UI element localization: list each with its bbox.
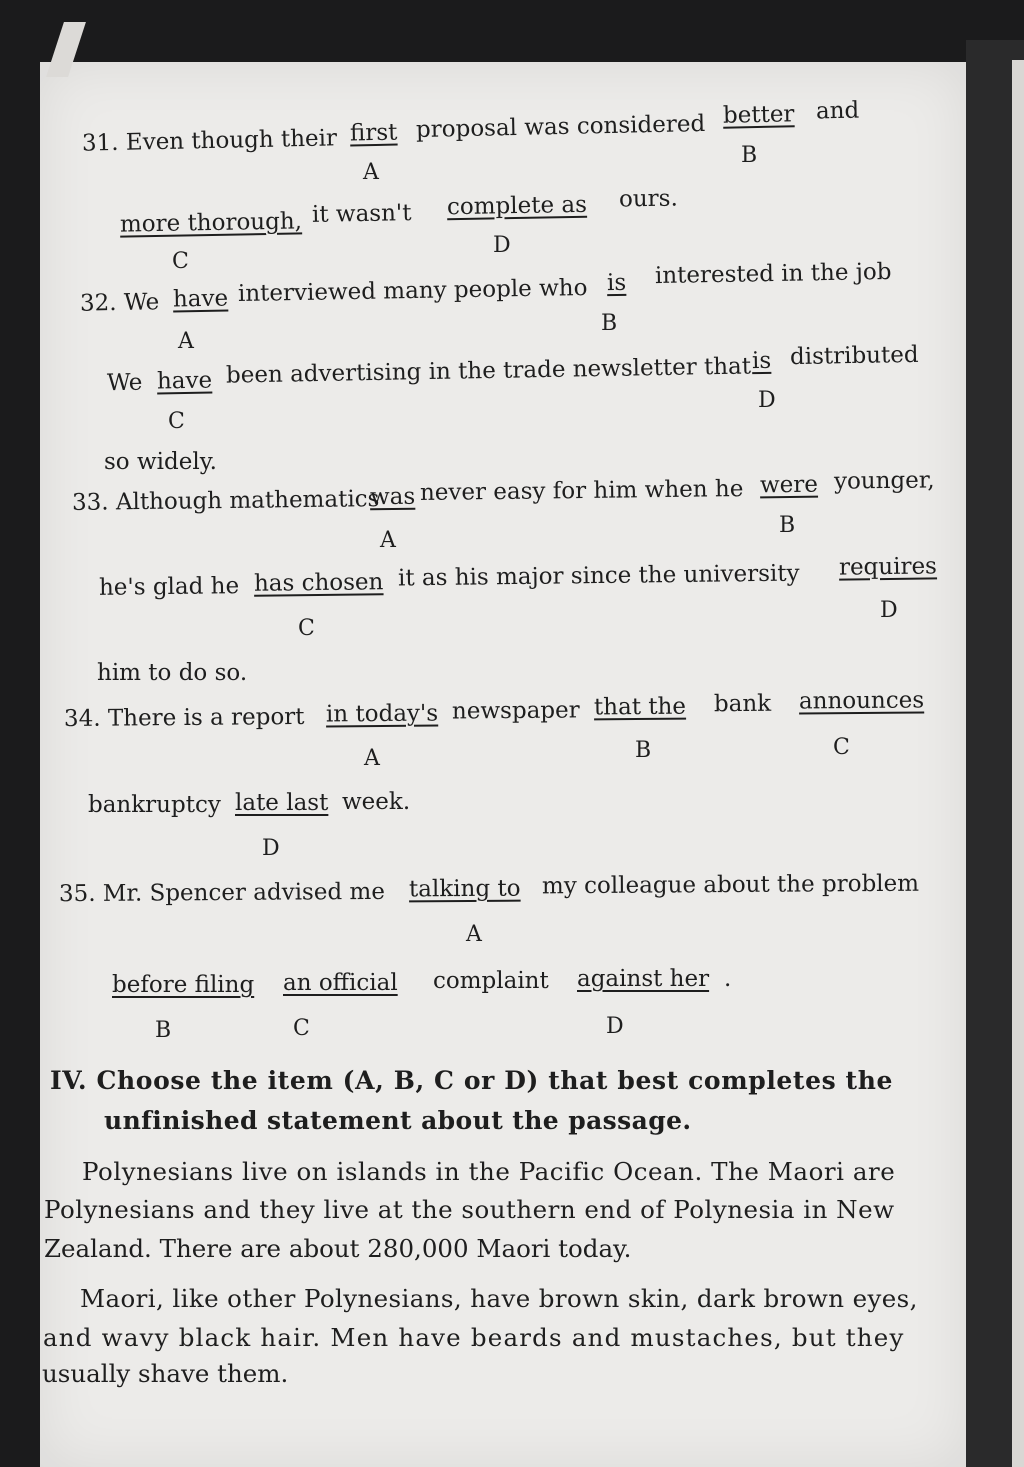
q35-label-d: D <box>606 1014 624 1039</box>
q32-option-a-text: have <box>172 285 229 313</box>
q34-label-a: A <box>364 746 380 771</box>
q34-option-b-text: that the <box>593 693 687 721</box>
passage-line: Polynesians and they live at the southern end of Polynesia in New <box>44 1195 895 1224</box>
q35-label-a: A <box>466 922 482 947</box>
q34-option-d-text: late last <box>235 790 329 816</box>
q31-text: and <box>815 97 860 125</box>
q32-text: We <box>106 369 143 397</box>
q33-text: he's glad he <box>98 573 240 601</box>
q34-option-a-text: in today's <box>325 700 439 728</box>
q31-option-b-text: better <box>722 101 795 129</box>
q33-option-b-text: were <box>759 471 819 499</box>
q33-text: 33. Although mathematics <box>71 486 380 516</box>
q31-option-c-text: more thorough, <box>119 208 303 238</box>
passage-line: and wavy black hair. Men have beards and mustaches, but they <box>43 1323 905 1352</box>
q35-text: . <box>724 966 732 992</box>
q31-text: it wasn't <box>311 200 412 228</box>
q31-option-d-text: complete as <box>446 191 588 221</box>
q31-text: 31. Even though their <box>81 125 338 157</box>
q33-text: never easy for him when he <box>419 476 744 506</box>
q33-label-b: B <box>779 513 796 538</box>
q31-option-a-text: first <box>349 119 398 147</box>
q33-option-a-text: was <box>369 483 416 511</box>
q34-label-d: D <box>262 836 280 861</box>
q34-label-c: C <box>833 735 850 760</box>
q32-text: so widely. <box>104 449 217 475</box>
q32-label-d: D <box>758 388 776 413</box>
adjacent-page-strip <box>1012 60 1024 1467</box>
q33-option-d-text: requires <box>838 553 938 581</box>
q32-text: been advertising in the trade newsletter that <box>225 353 752 389</box>
q34-text: bankruptcy <box>88 792 221 818</box>
q32-option-b-text: is <box>606 269 627 297</box>
q32-option-c-text: have <box>156 367 213 395</box>
q35-label-b: B <box>155 1018 172 1043</box>
q33-text: it as his major since the university <box>397 560 800 592</box>
section-heading: IV. Choose the item (A, B, C or D) that best completes the <box>50 1066 893 1095</box>
q33-label-d: D <box>880 598 898 623</box>
q33-label-c: C <box>298 616 315 641</box>
q33-option-c-text: has chosen <box>253 569 384 597</box>
q32-text: distributed <box>789 341 919 371</box>
q33-label-a: A <box>380 528 396 553</box>
q34-option-c-text: announces <box>798 687 925 715</box>
q34-text: bank <box>713 690 772 718</box>
q35-text: my colleague about the problem <box>541 870 920 900</box>
q33-text: younger, <box>833 467 935 495</box>
q31-label-c: C <box>172 249 189 274</box>
q32-text: 32. We <box>79 289 160 317</box>
q32-option-d-text: is <box>751 347 772 375</box>
q34-text: week. <box>342 789 411 815</box>
q35-text: complaint <box>433 968 549 994</box>
q32-label-c: C <box>168 409 185 434</box>
q35-option-c-text: an official <box>283 970 398 996</box>
passage-line: usually shave them. <box>42 1359 289 1388</box>
q34-label-b: B <box>635 738 652 763</box>
q32-label-a: A <box>178 329 194 354</box>
q35-text: 35. Mr. Spencer advised me <box>58 878 385 908</box>
q32-label-b: B <box>601 311 618 336</box>
section-heading: unfinished statement about the passage. <box>104 1106 692 1135</box>
q31-label-d: D <box>493 233 511 258</box>
passage-line: Polynesians live on islands in the Pacific Ocean. The Maori are <box>82 1157 896 1186</box>
passage-line: Zealand. There are about 280,000 Maori today. <box>44 1234 632 1263</box>
q33-text: him to do so. <box>97 660 248 686</box>
passage-line: Maori, like other Polynesians, have brown skin, dark brown eyes, <box>80 1284 918 1313</box>
q35-option-b-text: before filing <box>112 972 255 998</box>
q31-label-a: A <box>363 160 379 185</box>
q34-text: newspaper <box>451 697 580 725</box>
q32-text: interested in the job <box>654 258 892 290</box>
q31-text: proposal was considered <box>415 110 706 144</box>
q34-text: 34. There is a report <box>63 703 305 733</box>
q35-option-d-text: against her <box>577 966 710 992</box>
q31-text: ours. <box>618 185 678 213</box>
q35-label-c: C <box>293 1016 310 1041</box>
q31-label-b: B <box>741 143 758 168</box>
q32-text: interviewed many people who <box>237 274 588 308</box>
q35-option-a-text: talking to <box>408 875 521 903</box>
